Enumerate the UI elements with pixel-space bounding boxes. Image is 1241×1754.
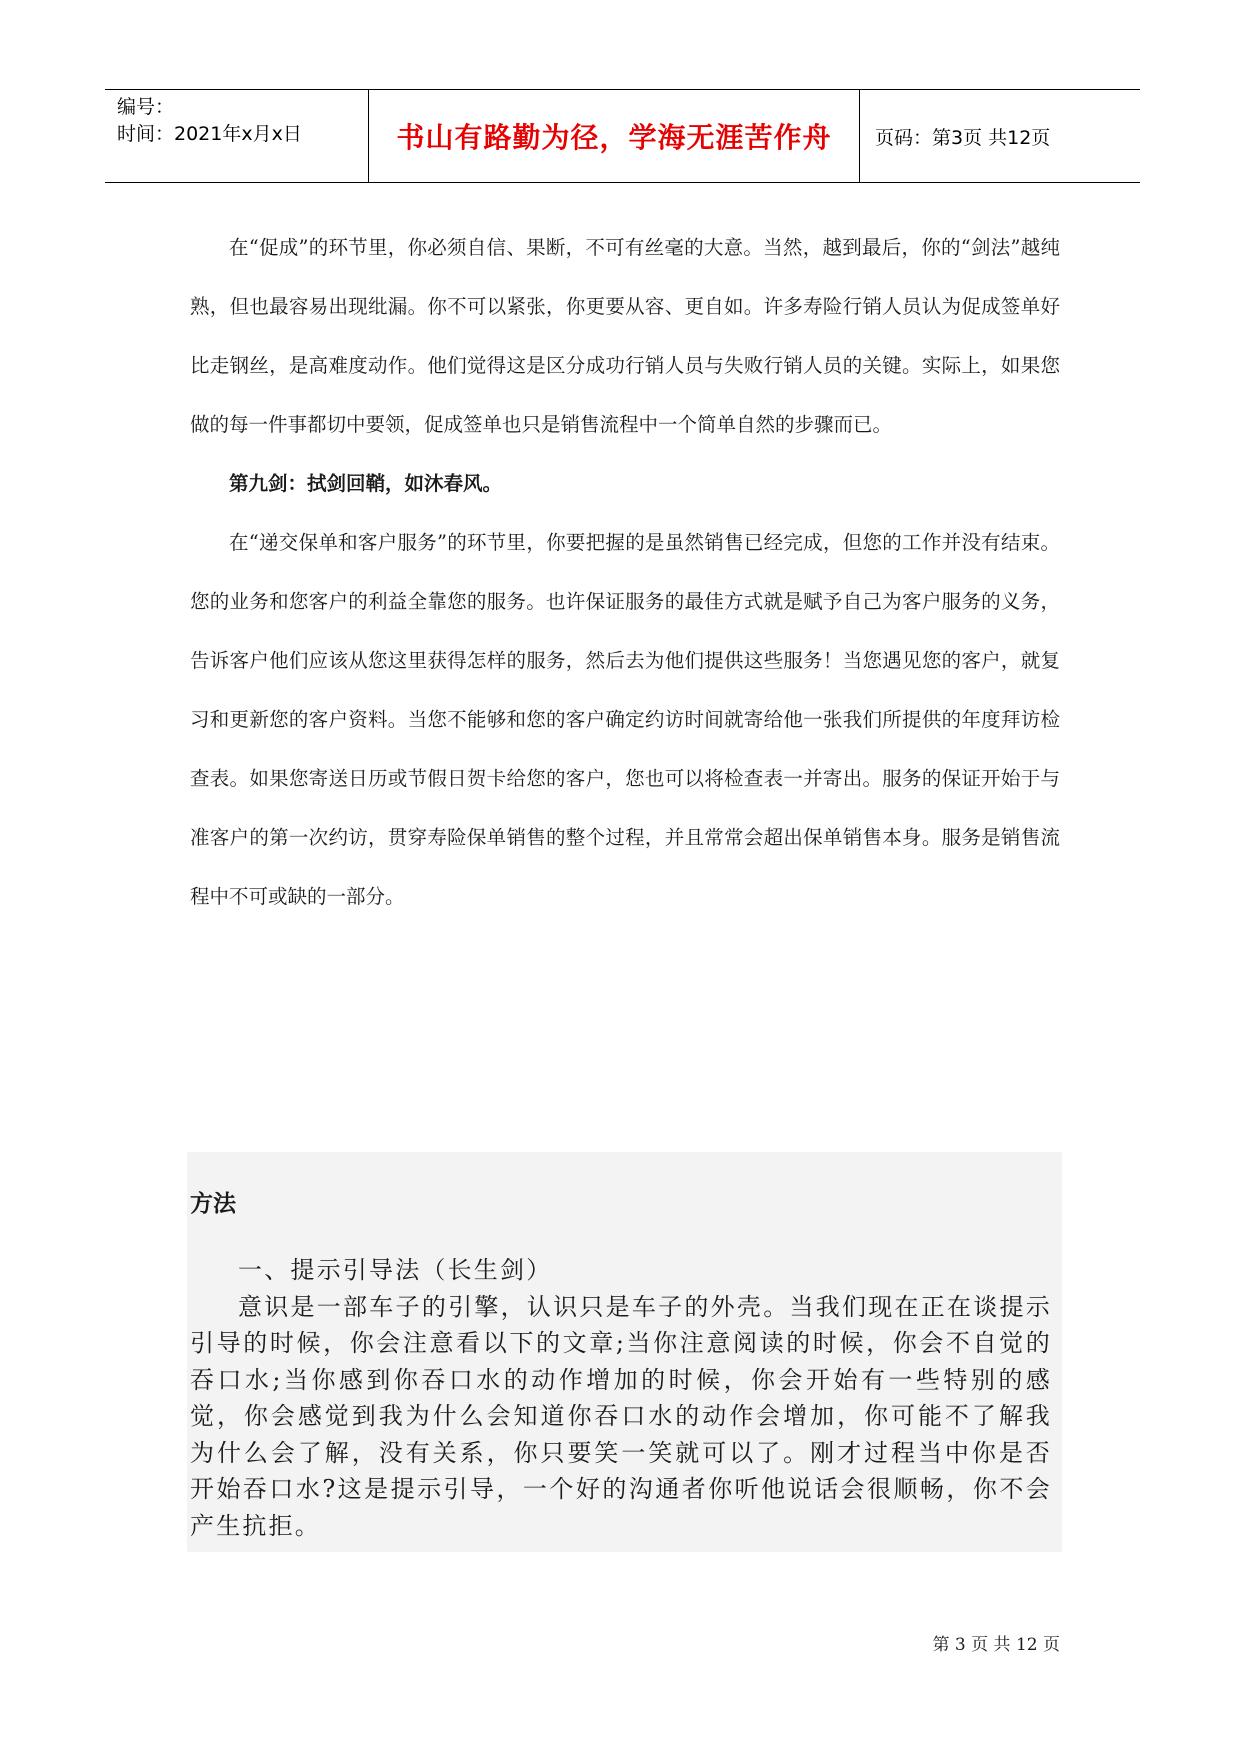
header-divider (859, 90, 860, 182)
method-content (190, 1252, 1052, 1544)
method-paragraph: 意识是一部车子的引擎，认识只是车子的外壳。当我们现在正在谈提示引导的时候，你会注意看以下的文章;当你注意阅读的时候，你会不自觉的吞口水;当你感到你吞口水的动作增加的时候，你会开始有一些特别的感觉，你会感觉到我为什么会知道你吞口水的动作会增加，你可能不了解我为什么会了解，没有关系，你只要笑一笑就可以了。刚才过程当中你是否开始吞口水?这是提示引导，一个好的沟通者你听他说话会很顺畅，你不会产生抗拒。 (190, 1292, 1052, 1540)
paragraph: 在“促成”的环节里，你必须自信、果断，不可有丝毫的大意。当然，越到最后，你的“剑法”越纯熟，但也最容易出现纰漏。你不可以紧张，你更要从容、更自如。许多寿险行销人员认为促成签单好比走钢丝，是高难度动作。他们觉得这是区分成功行销人员与失败行销人员的关键。实际上，如果您做的每一件事都切中要领，促成签单也只是销售流程中一个简单自然的步骤而已。 (190, 236, 1060, 436)
section-heading: 第九剑：拭剑回鞘，如沐春风。 (229, 472, 503, 495)
main-content (190, 218, 1060, 926)
page-footer: 第 3 页 共 12 页 (932, 1635, 1060, 1655)
method-subtitle: 一、提示引导法（长生剑） (238, 1256, 553, 1284)
header-meta (117, 94, 372, 148)
page-header (105, 89, 1140, 183)
header-page-info: 页码：第3页 共12页 (875, 126, 1051, 149)
document-time-label: 时间：2021年x月x日 (117, 123, 302, 145)
header-motto: 书山有路勤为径，学海无涯苦作舟 (396, 121, 832, 154)
paragraph: 在“递交保单和客户服务”的环节里，你要把握的是虽然销售已经完成，但您的工作并没有结束。您的业务和您客户的利益全靠您的服务。也许保证服务的最佳方式就是赋予自己为客户服务的义务，告诉客户他们应该从您这里获得怎样的服务，然后去为他们提供这些服务！当您遇见您的客户，就复习和更新您的客户资料。当您不能够和您的客户确定约访时间就寄给他一张我们所提供的年度拜访检查表。如果您寄送日历或节假日贺卡给您的客户，您也可以将检查表一并寄出。服务的保证开始于与准客户的第一次约访，贯穿寿险保单销售的整个过程，并且常常会超出保单销售本身。服务是销售流程中不可或缺的一部分。 (190, 531, 1060, 908)
document-number-label: 编号： (117, 96, 175, 118)
method-title: 方法 (190, 1191, 236, 1217)
